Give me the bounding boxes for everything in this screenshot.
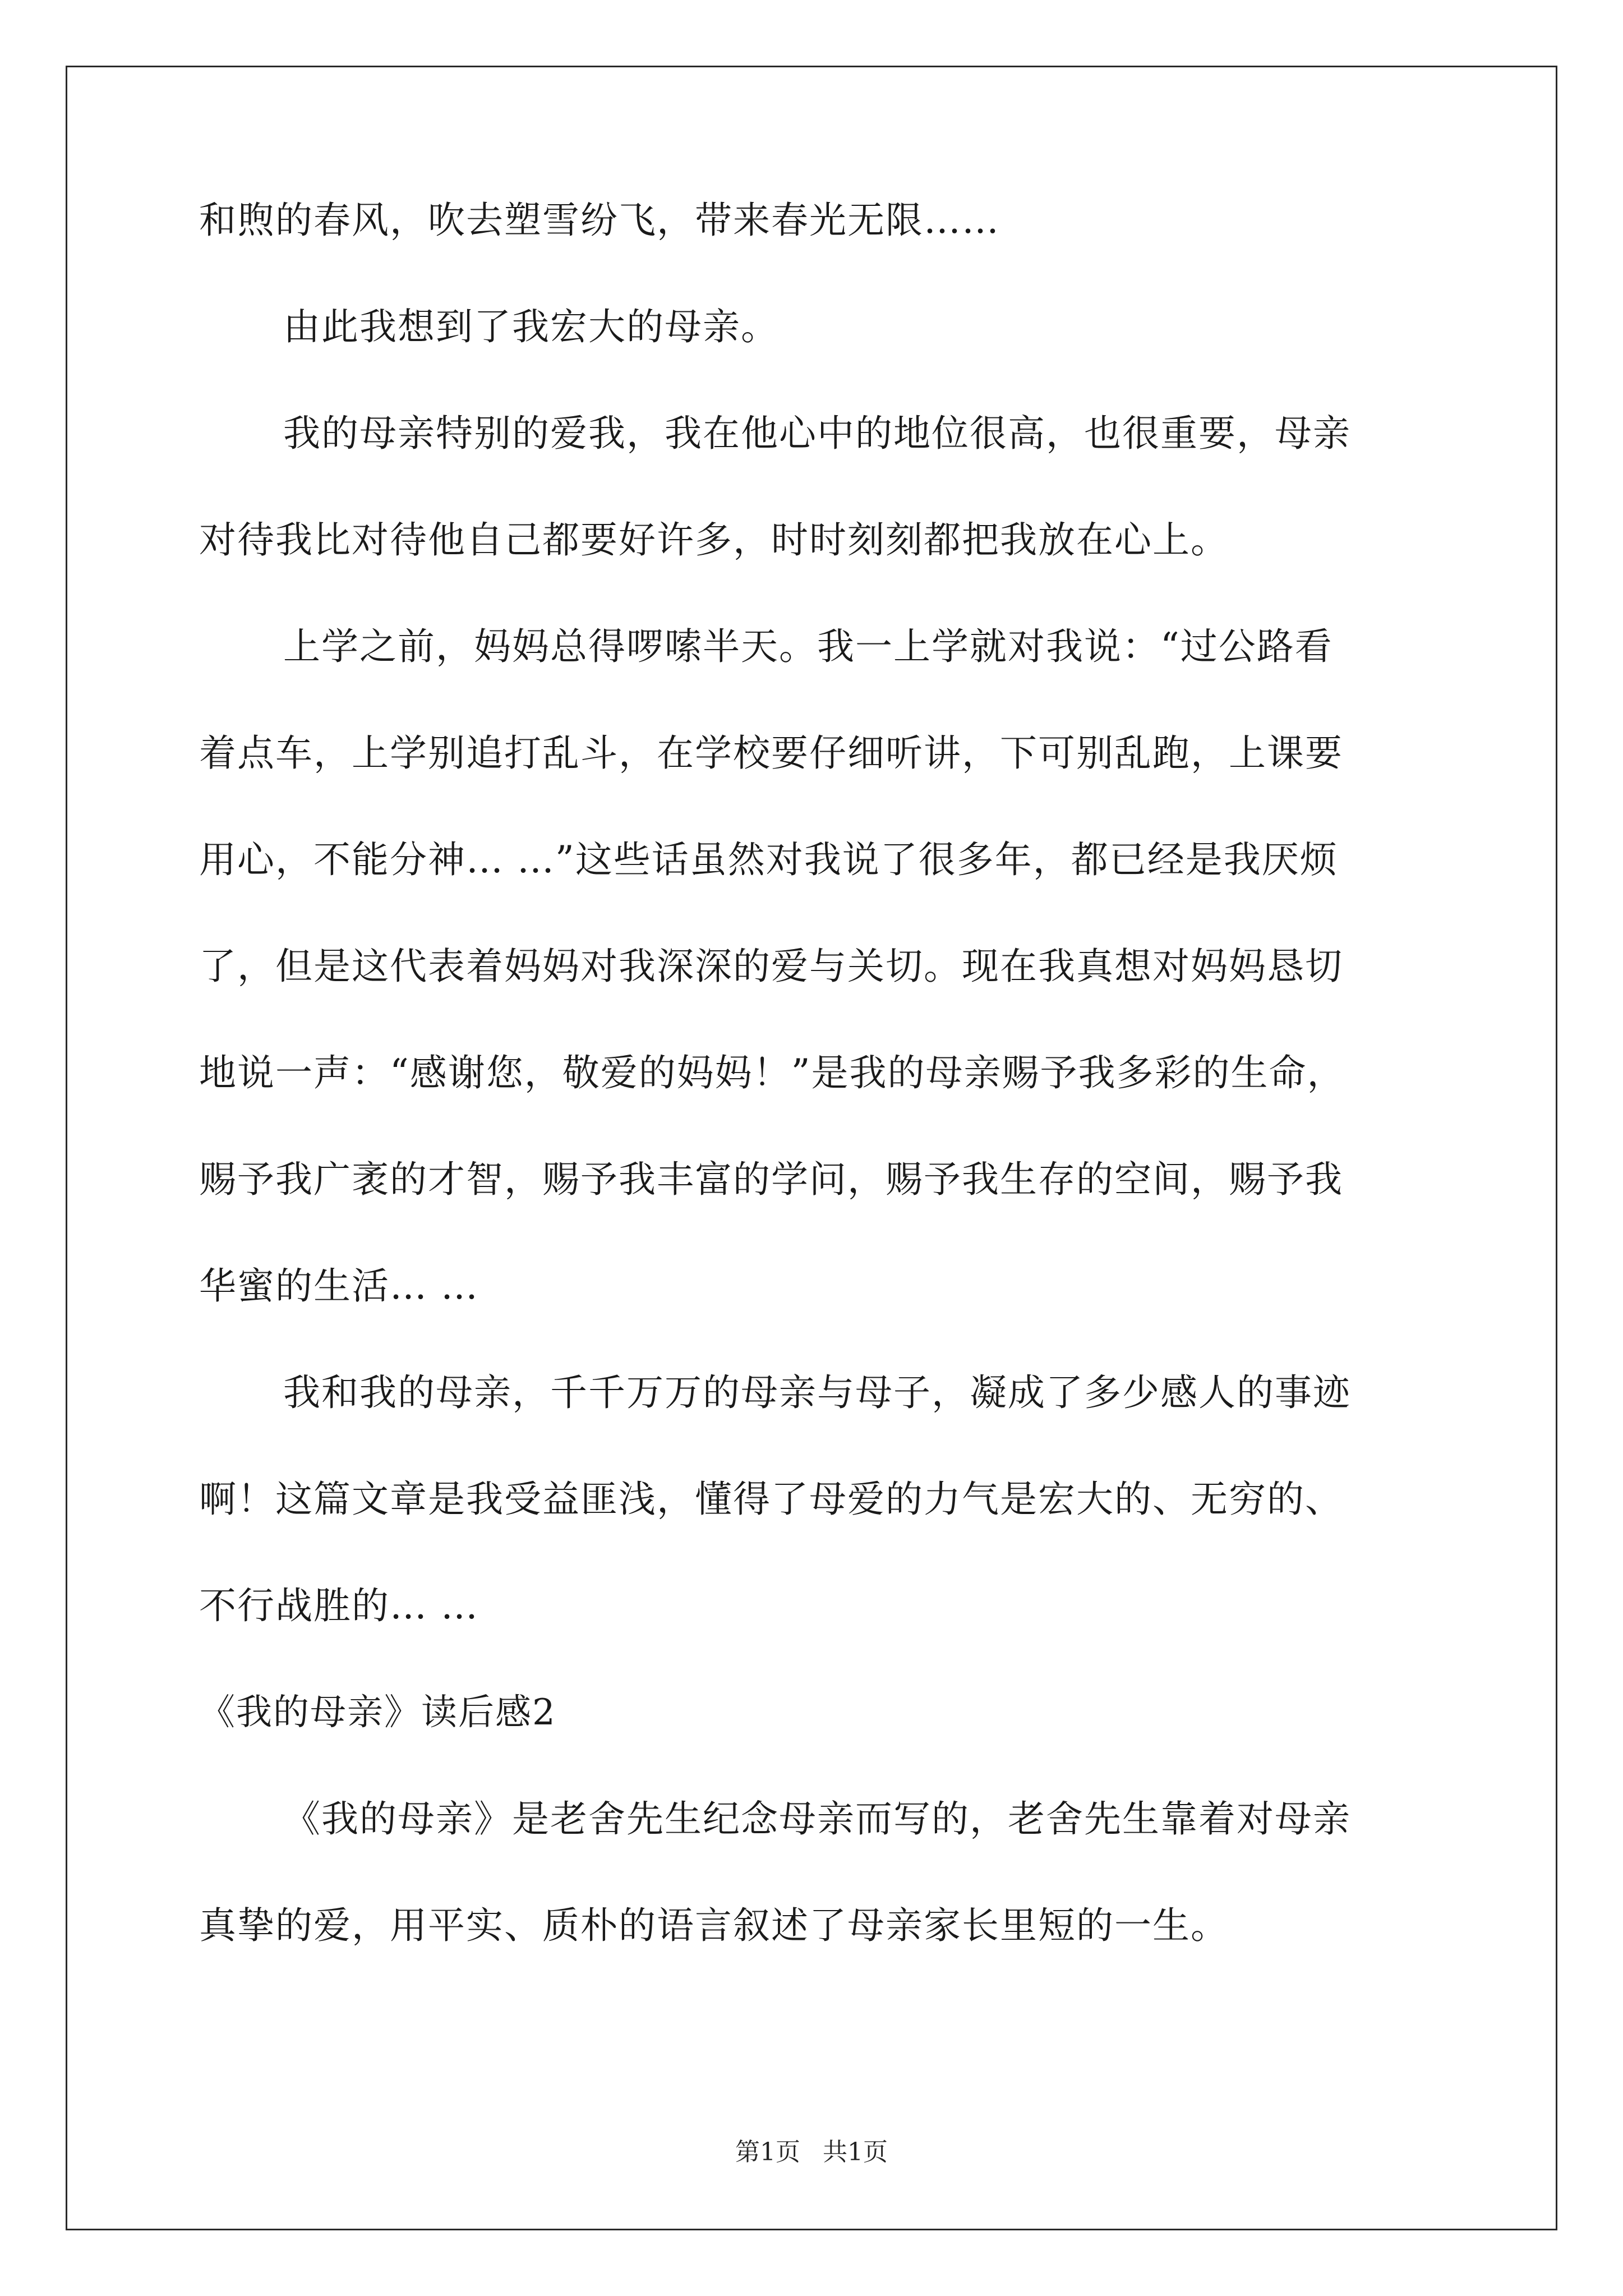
text-line: 华蜜的生活… …: [199, 1264, 479, 1308]
section-heading: 《我的母亲》读后感2: [199, 1692, 556, 1733]
page-footer: [0, 2140, 1623, 2165]
page-number: 第1页: [735, 2138, 800, 2166]
text-line: 和煦的春风，吹去塑雪纷飞，带来春光无限……: [199, 199, 1000, 242]
text-line: 对待我比对待他自己都要好许多，时时刻刻都把我放在心上。: [199, 518, 1229, 562]
text-line: 地说一声：“感谢您，敬爱的妈妈！”是我的母亲赐予我多彩的生命，: [199, 1051, 1345, 1094]
text-line: 了，但是这代表着妈妈对我深深的爱与关切。现在我真想对妈妈恳切: [199, 945, 1343, 988]
document-body: [199, 199, 1433, 2014]
text-line: 我的母亲特别的爱我，我在他心中的地位很高，也很重要，母亲: [283, 412, 1351, 455]
page-total: 共1页: [823, 2138, 888, 2166]
text-line: 我和我的母亲，千千万万的母亲与母子，凝成了多少感人的事迹: [283, 1371, 1351, 1414]
text-line: 《我的母亲》是老舍先生纪念母亲而写的，老舍先生靠着对母亲: [283, 1797, 1351, 1841]
text-line: 用心，不能分神… …”这些话虽然对我说了很多年，都已经是我厌烦: [199, 838, 1338, 881]
text-line: 赐予我广袤的才智，赐予我丰富的学问，赐予我生存的空间，赐予我: [199, 1158, 1343, 1201]
text-line: 不行战胜的… …: [199, 1584, 479, 1627]
text-line: 真挚的爱，用平实、质朴的语言叙述了母亲家长里短的一生。: [199, 1904, 1229, 1947]
text-line: 由此我想到了我宏大的母亲。: [283, 305, 779, 348]
text-line: 着点车，上学别追打乱斗，在学校要仔细听讲，下可别乱跑，上课要: [199, 731, 1343, 775]
text-line: 上学之前，妈妈总得啰嗦半天。我一上学就对我说：“过公路看: [283, 625, 1333, 668]
text-line: 啊！这篇文章是我受益匪浅，懂得了母爱的力气是宏大的、无穷的、: [199, 1478, 1343, 1521]
